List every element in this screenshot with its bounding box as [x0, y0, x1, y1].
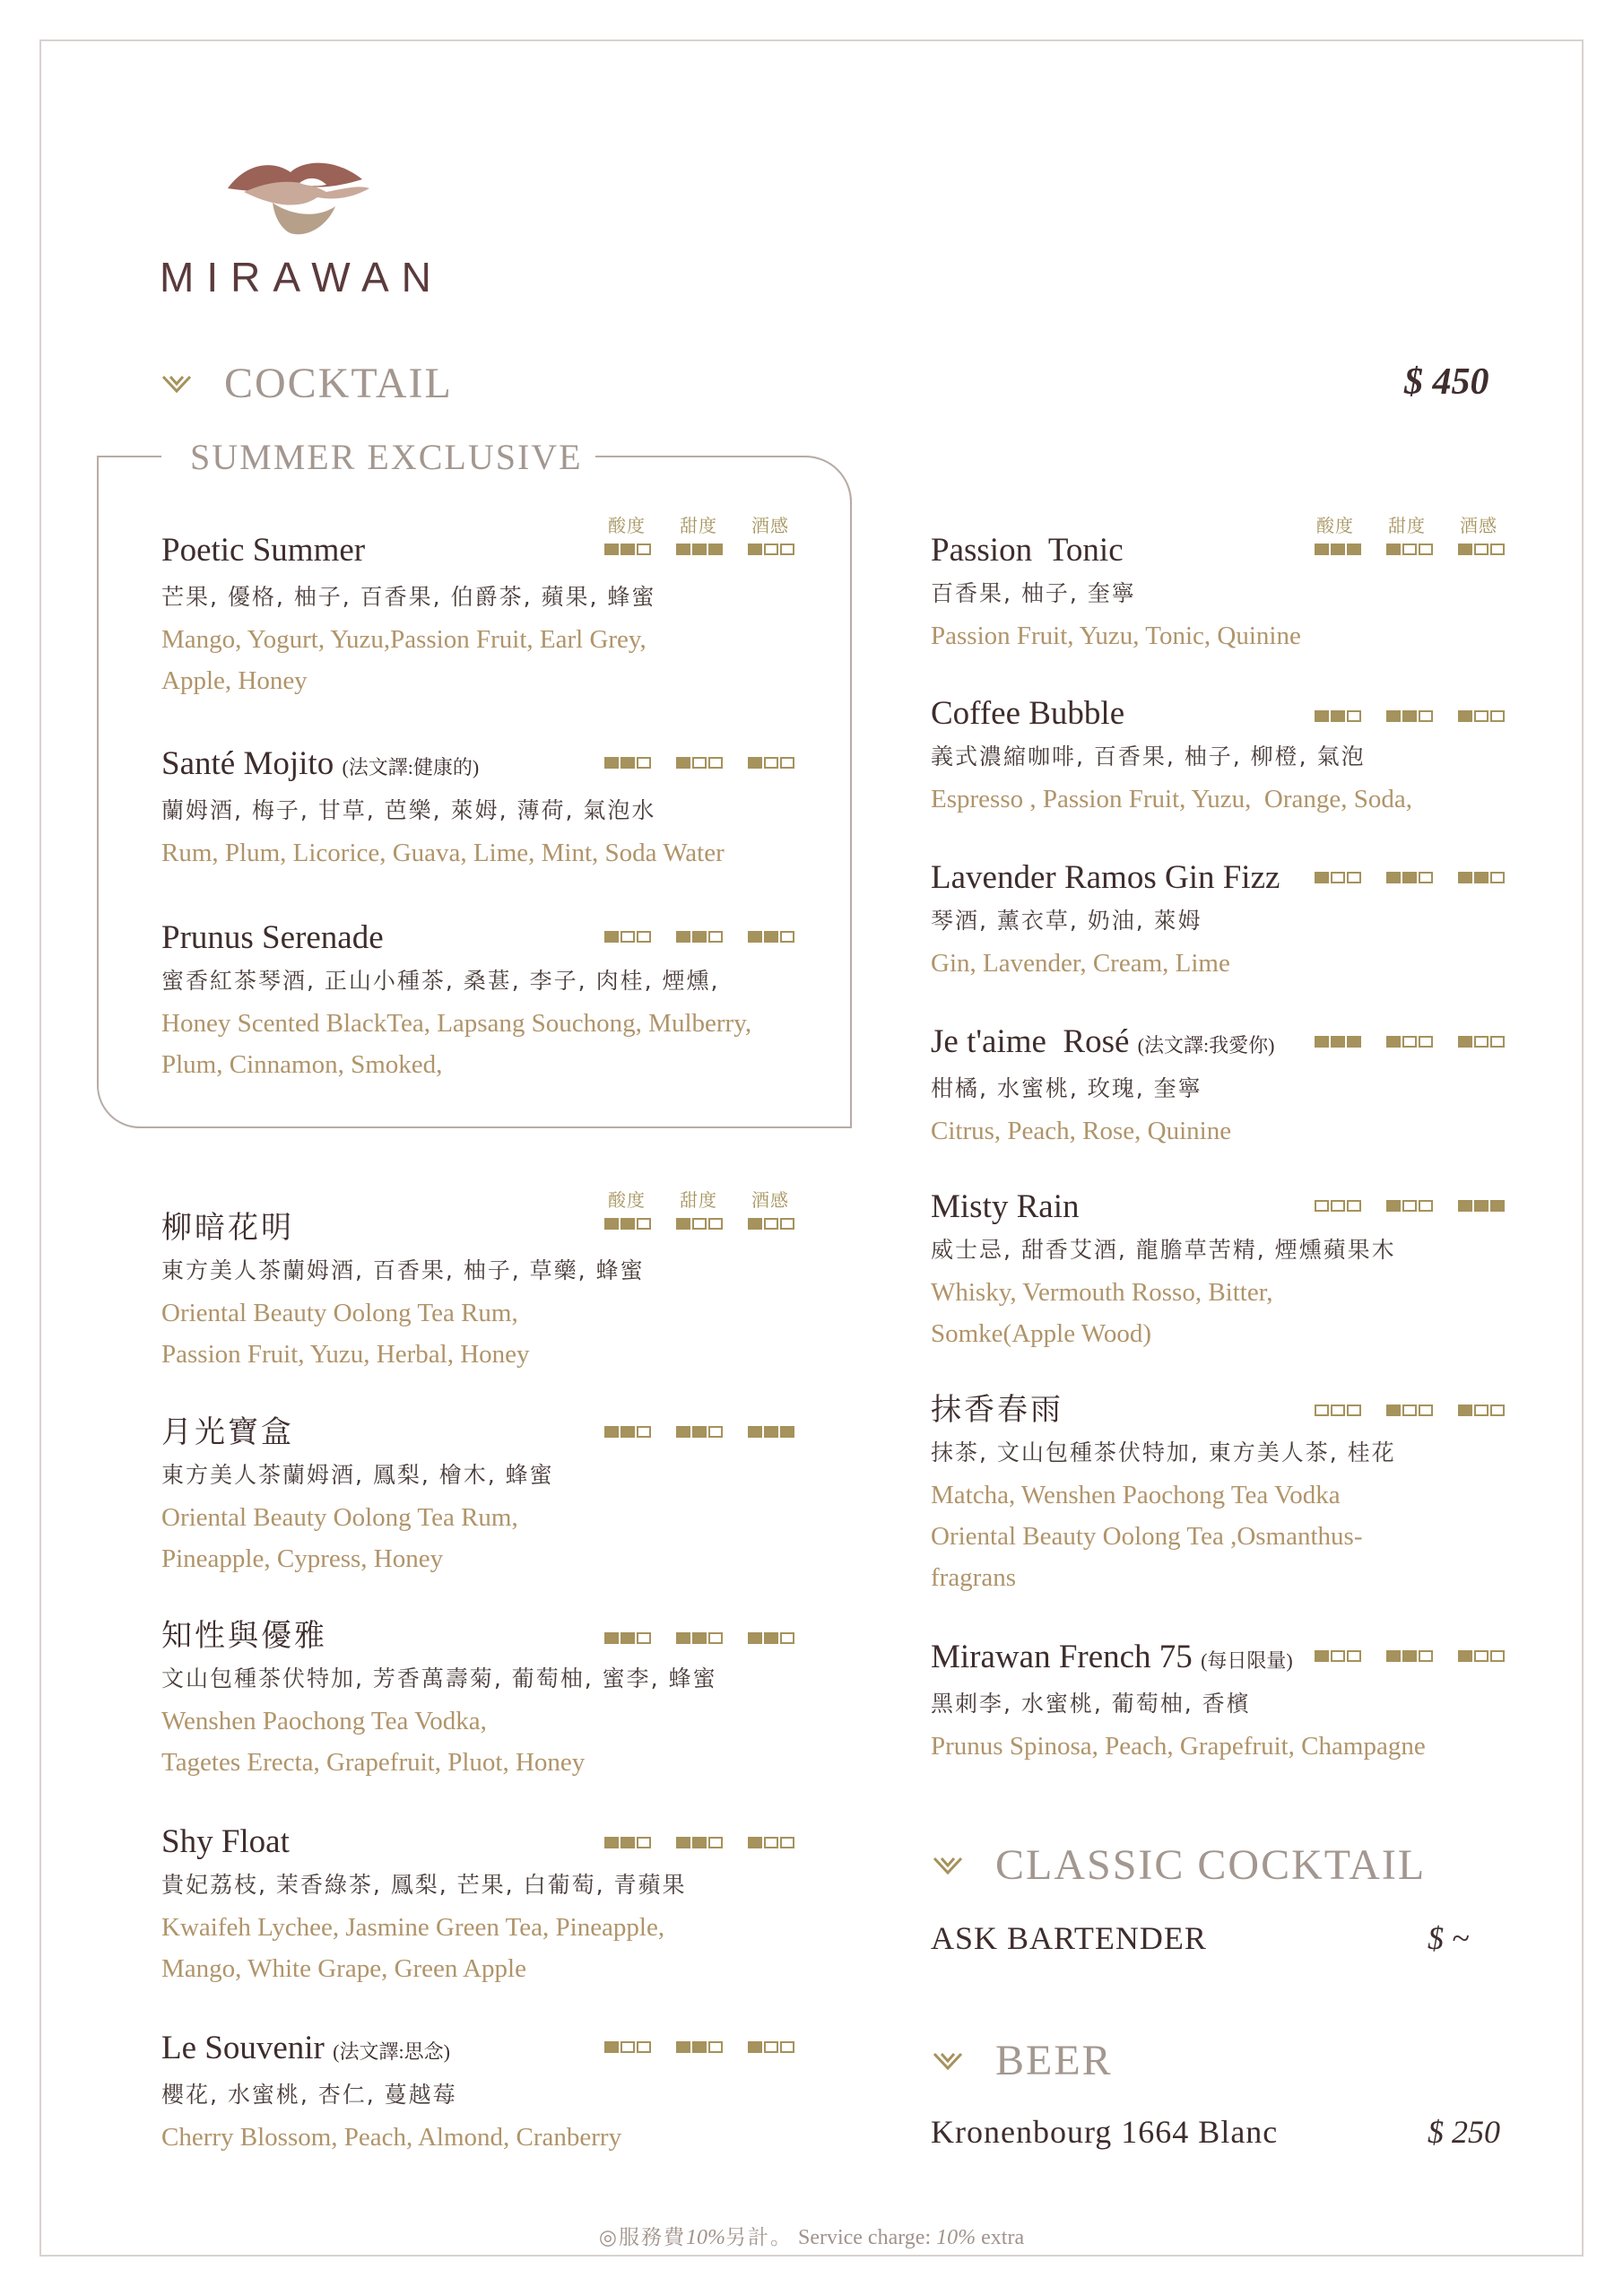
rating-square [1419, 710, 1433, 722]
rating-square [1490, 1200, 1505, 1212]
rating-alcohol [748, 1426, 798, 1438]
classic-item: ASK BARTENDER [931, 1920, 1207, 1956]
classic-title: CLASSIC COCKTAIL [995, 1841, 1427, 1889]
rating-acidity [604, 1837, 655, 1848]
rating-square [692, 757, 707, 769]
beer-price: $ 250 [1428, 2114, 1500, 2150]
item-ratings [604, 2041, 798, 2053]
rating-square [748, 1632, 762, 1644]
rating-acidity [604, 1426, 655, 1438]
rating-acidity [604, 1218, 655, 1230]
rating-header-acidity: 酸度 [1316, 515, 1354, 536]
rating-square [604, 1218, 619, 1230]
item-zh: 琴酒, 薰衣草, 奶油, 萊姆 [931, 908, 1202, 934]
rating-square [780, 757, 794, 769]
rating-sweetness [676, 1632, 726, 1644]
rating-sweetness [676, 931, 726, 943]
rating-sweetness [676, 2041, 726, 2053]
rating-square [1474, 1036, 1488, 1048]
rating-square [1386, 1036, 1401, 1048]
rating-square [1402, 872, 1417, 883]
item-zh: 文山包種茶伏特加, 芳香萬壽菊, 葡萄柚, 蜜李, 蜂蜜 [161, 1665, 717, 1692]
item-name: 月光寶盒 [161, 1414, 294, 1450]
rating-square [1386, 1405, 1401, 1416]
rating-square [1315, 1200, 1329, 1212]
item-zh: 柑橘, 水蜜桃, 玫瑰, 奎寧 [931, 1075, 1202, 1101]
rating-square [748, 2041, 762, 2053]
rating-alcohol [1458, 544, 1508, 555]
item-en: Kwaifeh Lychee, Jasmine Green Tea, Pineapple, [161, 1913, 665, 1942]
rating-square [748, 757, 762, 769]
rating-header-alcohol: 酒感 [751, 515, 789, 536]
rating-sweetness [1386, 1036, 1436, 1048]
rating-acidity [604, 544, 655, 555]
item-zh: 芒果, 優格, 柚子, 百香果, 伯爵茶, 蘋果, 蜂蜜 [161, 584, 656, 610]
rating-square [1347, 872, 1361, 883]
item-zh: 貴妃荔枝, 茉香綠茶, 鳳梨, 芒果, 白葡萄, 青蘋果 [161, 1872, 687, 1898]
rating-square [604, 757, 619, 769]
rating-alcohol [748, 757, 798, 769]
rating-square [764, 544, 778, 555]
item-ratings [604, 1426, 798, 1438]
rating-square [692, 544, 707, 555]
rating-header-acidity: 酸度 [608, 515, 646, 536]
rating-header-acidity: 酸度 [608, 1189, 646, 1211]
rating-square [780, 931, 794, 943]
rating-square [1315, 1650, 1329, 1662]
item-ratings [604, 1218, 798, 1230]
rating-square [621, 1426, 635, 1438]
rating-header-sweetness: 甜度 [1388, 515, 1426, 536]
item-name: Je t'aime Rosé (法文譯:我愛你) [931, 1023, 1275, 1060]
rating-square [764, 1837, 778, 1848]
rating-square [1402, 1405, 1417, 1416]
rating-alcohol [1458, 710, 1508, 722]
rating-sweetness [676, 757, 726, 769]
cocktail-section-header [161, 359, 453, 408]
rating-square [692, 1426, 707, 1438]
item-en: Mango, Yogurt, Yuzu,Passion Fruit, Earl Grey, [161, 625, 647, 654]
rating-square [1474, 872, 1488, 883]
classic-section-header [933, 1840, 1426, 1890]
rating-acidity [604, 931, 655, 943]
rating-sweetness [1386, 1650, 1436, 1662]
rating-square [1347, 1650, 1361, 1662]
item-name: Passion Tonic [931, 532, 1124, 569]
rating-sweetness [1386, 872, 1436, 883]
item-en: Gin, Lavender, Cream, Lime [931, 949, 1230, 978]
rating-square [637, 544, 651, 555]
item-name: Le Souvenir (法文譯:思念) [161, 2030, 450, 2066]
rating-square [676, 757, 690, 769]
item-en: Somke(Apple Wood) [931, 1319, 1152, 1348]
rating-square [637, 1632, 651, 1644]
rating-square [1458, 710, 1472, 722]
rating-square [1419, 1650, 1433, 1662]
rating-square [764, 1426, 778, 1438]
rating-square [1386, 1200, 1401, 1212]
item-ratings [604, 757, 798, 769]
rating-square [1402, 710, 1417, 722]
rating-alcohol [1458, 872, 1508, 883]
rating-square [676, 1632, 690, 1644]
item-ratings [1315, 1405, 1508, 1416]
rating-square [748, 1426, 762, 1438]
rating-square [1347, 710, 1361, 722]
rating-square [676, 544, 690, 555]
item-en: Prunus Spinosa, Peach, Grapefruit, Champagne [931, 1732, 1426, 1761]
rating-square [1347, 1200, 1361, 1212]
rating-acidity [1315, 1650, 1365, 1662]
item-name: Santé Mojito (法文譯:健康的) [161, 745, 480, 782]
rating-square [708, 931, 723, 943]
item-en: Cherry Blossom, Peach, Almond, Cranberry [161, 2123, 622, 2152]
cocktail-title: COCKTAIL [224, 360, 453, 407]
rating-square [692, 1837, 707, 1848]
item-en: Wenshen Paochong Tea Vodka, [161, 1707, 487, 1735]
rating-sweetness [1386, 544, 1436, 555]
item-en: Passion Fruit, Yuzu, Herbal, Honey [161, 1340, 530, 1369]
brand-logo [160, 152, 447, 305]
item-en: Mango, White Grape, Green Apple [161, 1954, 526, 1983]
rating-square [708, 1218, 723, 1230]
rating-square [1490, 1036, 1505, 1048]
rating-square [1419, 872, 1433, 883]
rating-square [1490, 710, 1505, 722]
rating-square [692, 2041, 707, 2053]
item-en: Matcha, Wenshen Paochong Tea Vodka [931, 1481, 1341, 1509]
rating-square [604, 931, 619, 943]
rating-square [621, 1837, 635, 1848]
item-name: Shy Float [161, 1823, 290, 1860]
rating-square [692, 931, 707, 943]
item-en: Rum, Plum, Licorice, Guava, Lime, Mint, Soda Water [161, 839, 725, 867]
rating-square [1474, 1200, 1488, 1212]
rating-square [1331, 872, 1345, 883]
rating-square [1347, 1405, 1361, 1416]
item-ratings [604, 1837, 798, 1848]
item-name: 抹香春雨 [931, 1392, 1063, 1428]
chevron-down-icon [933, 2050, 963, 2072]
item-ratings [1315, 872, 1508, 883]
rating-square [621, 757, 635, 769]
rating-square [1474, 1405, 1488, 1416]
item-en: Oriental Beauty Oolong Tea Rum, [161, 1299, 518, 1327]
item-en: Espresso , Passion Fruit, Yuzu, Orange, Soda, [931, 785, 1412, 813]
rating-alcohol [748, 2041, 798, 2053]
service-charge-note: ◎服務費10%另計。 Service charge: 10% extra [598, 2226, 1025, 2249]
rating-square [1458, 1036, 1472, 1048]
rating-acidity [1315, 1036, 1365, 1048]
item-zh: 抹茶, 文山包種茶伏特加, 東方美人茶, 桂花 [931, 1439, 1396, 1465]
rating-acidity [1315, 710, 1365, 722]
rating-square [1315, 544, 1329, 555]
item-name: 知性與優雅 [161, 1618, 327, 1654]
item-en: Oriental Beauty Oolong Tea ,Osmanthus- [931, 1522, 1363, 1551]
rating-alcohol [1458, 1405, 1508, 1416]
rating-square [748, 1837, 762, 1848]
rating-square [1458, 1405, 1472, 1416]
classic-price: $ ~ [1428, 1920, 1470, 1956]
rating-alcohol [1458, 1650, 1508, 1662]
rating-square [708, 2041, 723, 2053]
rating-alcohol [748, 544, 798, 555]
rating-square [1315, 872, 1329, 883]
rating-square [708, 757, 723, 769]
rating-square [764, 2041, 778, 2053]
item-zh: 黑刺李, 水蜜桃, 葡萄柚, 香檳 [931, 1691, 1251, 1717]
rating-acidity [604, 1632, 655, 1644]
rating-acidity [1315, 872, 1365, 883]
rating-square [604, 1837, 619, 1848]
rating-square [1474, 1650, 1488, 1662]
rating-square [676, 931, 690, 943]
chevron-down-icon [933, 1855, 963, 1876]
item-name: Coffee Bubble [931, 695, 1125, 732]
item-zh: 櫻花, 水蜜桃, 杏仁, 蔓越莓 [161, 2082, 457, 2108]
rating-square [1331, 1650, 1345, 1662]
rating-alcohol [1458, 1200, 1508, 1212]
rating-square [1490, 544, 1505, 555]
rating-square [637, 931, 651, 943]
rating-square [1474, 544, 1488, 555]
item-name: Prunus Serenade [161, 919, 384, 956]
item-name: Misty Rain [931, 1188, 1080, 1225]
chevron-down-icon [161, 373, 192, 395]
rating-square [764, 757, 778, 769]
rating-square [604, 1426, 619, 1438]
item-en: Plum, Cinnamon, Smoked, [161, 1050, 443, 1079]
beer-section-header [933, 2036, 1113, 2085]
rating-sweetness [676, 1426, 726, 1438]
item-ratings [1315, 1650, 1508, 1662]
rating-square [764, 1632, 778, 1644]
rating-square [637, 1218, 651, 1230]
rating-square [1386, 544, 1401, 555]
rating-alcohol [748, 1218, 798, 1230]
rating-square [1402, 544, 1417, 555]
rating-square [621, 2041, 635, 2053]
rating-square [780, 544, 794, 555]
rating-square [748, 544, 762, 555]
item-zh: 東方美人茶蘭姆酒, 百香果, 柚子, 草藥, 蜂蜜 [161, 1257, 645, 1283]
item-en: Honey Scented BlackTea, Lapsang Souchong, Mulberry, [161, 1009, 752, 1038]
rating-square [676, 2041, 690, 2053]
rating-square [1331, 710, 1345, 722]
item-ratings [604, 544, 798, 555]
rating-square [637, 2041, 651, 2053]
rating-square [621, 931, 635, 943]
rating-header-sweetness: 甜度 [680, 1189, 717, 1211]
rating-square [764, 1218, 778, 1230]
rating-square [748, 931, 762, 943]
rating-sweetness [676, 1218, 726, 1230]
rating-square [780, 1218, 794, 1230]
item-name: Mirawan French 75 (每日限量) [931, 1639, 1293, 1675]
item-name: 柳暗花明 [161, 1210, 294, 1246]
rating-sweetness [1386, 1405, 1436, 1416]
item-en: Tagetes Erecta, Grapefruit, Pluot, Honey [161, 1748, 586, 1777]
rating-square [1458, 544, 1472, 555]
rating-square [1458, 872, 1472, 883]
rating-acidity [604, 2041, 655, 2053]
item-ratings [604, 1632, 798, 1644]
menu-item [931, 1388, 1594, 1598]
rating-square [1419, 1036, 1433, 1048]
item-en: Oriental Beauty Oolong Tea Rum, [161, 1503, 518, 1532]
item-ratings [1315, 710, 1508, 722]
rating-acidity [1315, 544, 1365, 555]
rating-header-alcohol: 酒感 [1460, 515, 1497, 536]
summer-exclusive-label: SUMMER EXCLUSIVE [178, 436, 595, 478]
item-en: Apple, Honey [161, 666, 308, 695]
rating-square [637, 1837, 651, 1848]
rating-square [1419, 544, 1433, 555]
rating-square [780, 2041, 794, 2053]
rating-square [780, 1632, 794, 1644]
rating-square [708, 1837, 723, 1848]
item-zh: 義式濃縮咖啡, 百香果, 柚子, 柳橙, 氣泡 [931, 744, 1366, 770]
rating-square [708, 1426, 723, 1438]
lips-mountain-icon [219, 152, 380, 242]
item-en: fragrans [931, 1563, 1017, 1592]
rating-square [637, 757, 651, 769]
rating-alcohol [748, 1837, 798, 1848]
rating-acidity [1315, 1200, 1365, 1212]
rating-square [1458, 1200, 1472, 1212]
rating-square [692, 1632, 707, 1644]
rating-square [604, 2041, 619, 2053]
rating-square [1331, 1200, 1345, 1212]
rating-square [676, 1837, 690, 1848]
item-ratings [604, 931, 798, 943]
rating-alcohol [1458, 1036, 1508, 1048]
rating-square [1347, 544, 1361, 555]
item-ratings [1315, 1200, 1508, 1212]
rating-square [1402, 1200, 1417, 1212]
rating-square [1490, 1405, 1505, 1416]
item-en: Pineapple, Cypress, Honey [161, 1544, 444, 1573]
item-zh: 百香果, 柚子, 奎寧 [931, 580, 1136, 606]
rating-square [1347, 1036, 1361, 1048]
rating-square [1331, 544, 1345, 555]
rating-sweetness [676, 1837, 726, 1848]
item-ratings [1315, 1036, 1508, 1048]
item-ratings [1315, 544, 1508, 555]
rating-square [637, 1426, 651, 1438]
rating-square [676, 1218, 690, 1230]
rating-square [780, 1837, 794, 1848]
rating-square [604, 1632, 619, 1644]
rating-acidity [604, 757, 655, 769]
rating-alcohol [748, 1632, 798, 1644]
rating-square [1386, 710, 1401, 722]
rating-square [621, 544, 635, 555]
rating-square [1315, 1036, 1329, 1048]
rating-sweetness [676, 544, 726, 555]
item-zh: 蜜香紅茶琴酒, 正山小種茶, 桑葚, 李子, 肉桂, 煙燻, [161, 968, 720, 994]
rating-square [1331, 1405, 1345, 1416]
rating-square [1386, 1650, 1401, 1662]
rating-sweetness [1386, 710, 1436, 722]
item-en: Whisky, Vermouth Rosso, Bitter, [931, 1278, 1273, 1307]
rating-square [1490, 1650, 1505, 1662]
rating-square [1419, 1200, 1433, 1212]
rating-sweetness [1386, 1200, 1436, 1212]
item-name: Lavender Ramos Gin Fizz [931, 859, 1280, 896]
item-zh: 東方美人茶蘭姆酒, 鳳梨, 檜木, 蜂蜜 [161, 1462, 554, 1488]
rating-square [692, 1218, 707, 1230]
rating-square [1331, 1036, 1345, 1048]
beer-item: Kronenbourg 1664 Blanc [931, 2114, 1279, 2150]
rating-alcohol [748, 931, 798, 943]
rating-square [1315, 1405, 1329, 1416]
rating-square [708, 544, 723, 555]
beer-title: BEER [995, 2037, 1113, 2084]
rating-square [1419, 1405, 1433, 1416]
rating-header-sweetness: 甜度 [680, 515, 717, 536]
menu-item [161, 1206, 825, 1375]
rating-acidity [1315, 1405, 1365, 1416]
rating-header-alcohol: 酒感 [751, 1189, 789, 1211]
item-name: Poetic Summer [161, 532, 366, 569]
rating-square [764, 931, 778, 943]
rating-square [708, 1632, 723, 1644]
rating-square [1458, 1650, 1472, 1662]
cocktail-price: $ 450 [1404, 361, 1489, 403]
rating-square [604, 544, 619, 555]
rating-square [780, 1426, 794, 1438]
brand-name: MIRAWAN [160, 254, 444, 300]
rating-square [621, 1218, 635, 1230]
rating-square [1315, 710, 1329, 722]
item-zh: 蘭姆酒, 梅子, 甘草, 芭樂, 萊姆, 薄荷, 氣泡水 [161, 797, 656, 823]
item-en: Passion Fruit, Yuzu, Tonic, Quinine [931, 622, 1301, 650]
item-zh: 威士忌, 甜香艾酒, 龍膽草苦精, 煙燻蘋果木 [931, 1237, 1396, 1263]
rating-square [1402, 1036, 1417, 1048]
rating-square [1386, 872, 1401, 883]
rating-square [676, 1426, 690, 1438]
rating-square [621, 1632, 635, 1644]
rating-square [1474, 710, 1488, 722]
item-en: Citrus, Peach, Rose, Quinine [931, 1117, 1232, 1145]
rating-square [1402, 1650, 1417, 1662]
rating-square [1490, 872, 1505, 883]
rating-square [748, 1218, 762, 1230]
